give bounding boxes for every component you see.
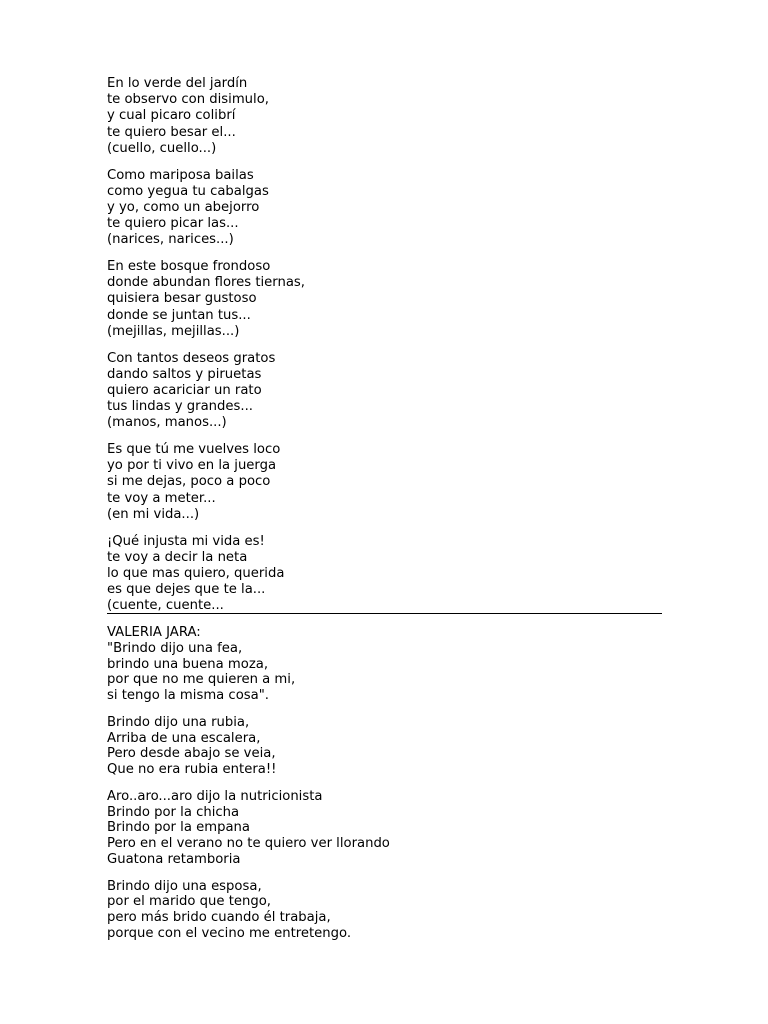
stanza xyxy=(107,76,662,157)
text-line: Es que tú me vuelves loco xyxy=(107,442,281,458)
stanza xyxy=(107,351,662,432)
text-line: (en mi vida...) xyxy=(107,506,200,522)
stanza xyxy=(107,259,662,340)
text-line: Como mariposa bailas xyxy=(107,167,254,183)
text-line: es que dejes que te la... xyxy=(107,582,266,598)
text-line: Brindo por la chicha xyxy=(107,804,240,820)
stanza xyxy=(107,715,662,778)
stanza xyxy=(107,625,662,704)
text-line: brindo una buena moza, xyxy=(107,656,269,672)
text-line: ¡Qué injusta mi vida es! xyxy=(107,533,265,549)
text-line: Brindo por la empana xyxy=(107,820,250,836)
text-line: quisiera besar gustoso xyxy=(107,291,257,307)
text-line: yo por ti vivo en la juerga xyxy=(107,458,277,474)
stanza xyxy=(107,879,662,942)
text-line: (cuello, cuello...) xyxy=(107,140,217,156)
text-line: como yegua tu cabalgas xyxy=(107,183,269,199)
text-line: si me dejas, poco a poco xyxy=(107,474,271,490)
text-line: dando saltos y piruetas xyxy=(107,366,262,382)
text-line: y cual picaro colibrí xyxy=(107,108,236,124)
text-line: por que no me quieren a mi, xyxy=(107,672,296,688)
stanza xyxy=(107,534,662,615)
text-line: (narices, narices...) xyxy=(107,232,234,248)
poem-section-top xyxy=(107,76,662,625)
text-line: (cuente, cuente... xyxy=(107,598,224,614)
text-line: porque con el vecino me entretengo. xyxy=(107,925,352,941)
text-line: te voy a decir la neta xyxy=(107,549,248,565)
text-line: Pero en el verano no te quiero ver llorando xyxy=(107,836,390,852)
text-line: tus lindas y grandes... xyxy=(107,399,253,415)
text-line: En lo verde del jardín xyxy=(107,76,248,91)
text-line: pero más brido cuando él trabaja, xyxy=(107,910,331,926)
text-line: Arriba de una escalera, xyxy=(107,730,261,746)
section-divider xyxy=(107,613,662,614)
text-line: si tengo la misma cosa". xyxy=(107,688,269,704)
text-line: Brindo dijo una rubia, xyxy=(107,714,250,730)
text-line: VALERIA JARA: xyxy=(107,625,201,640)
text-line: En este bosque frondoso xyxy=(107,259,271,275)
text-line: te voy a meter... xyxy=(107,490,216,506)
text-line: Brindo dijo una esposa, xyxy=(107,878,262,894)
text-line: te quiero besar el... xyxy=(107,124,236,140)
text-line: (mejillas, mejillas...) xyxy=(107,323,240,339)
text-line: Con tantos deseos gratos xyxy=(107,350,276,366)
text-line: Que no era rubia entera!! xyxy=(107,762,277,778)
poem-section-bottom xyxy=(107,625,662,953)
text-line: te observo con disimulo, xyxy=(107,92,269,108)
text-line: (manos, manos...) xyxy=(107,415,227,431)
stanza xyxy=(107,442,662,523)
stanza xyxy=(107,168,662,249)
text-line: quiero acariciar un rato xyxy=(107,382,262,398)
text-line: "Brindo dijo una fea, xyxy=(107,640,243,656)
text-line: Guatona retamboria xyxy=(107,851,241,867)
text-line: donde se juntan tus... xyxy=(107,307,251,323)
text-line: Aro..aro...aro dijo la nutricionista xyxy=(107,788,323,804)
text-line: te quiero picar las... xyxy=(107,216,239,232)
text-line: y yo, como un abejorro xyxy=(107,199,260,215)
text-line: por el marido que tengo, xyxy=(107,894,271,910)
text-line: Pero desde abajo se veia, xyxy=(107,746,276,762)
stanza xyxy=(107,789,662,868)
text-line: lo que mas quiero, querida xyxy=(107,565,285,581)
text-line: donde abundan flores tiernas, xyxy=(107,275,305,291)
